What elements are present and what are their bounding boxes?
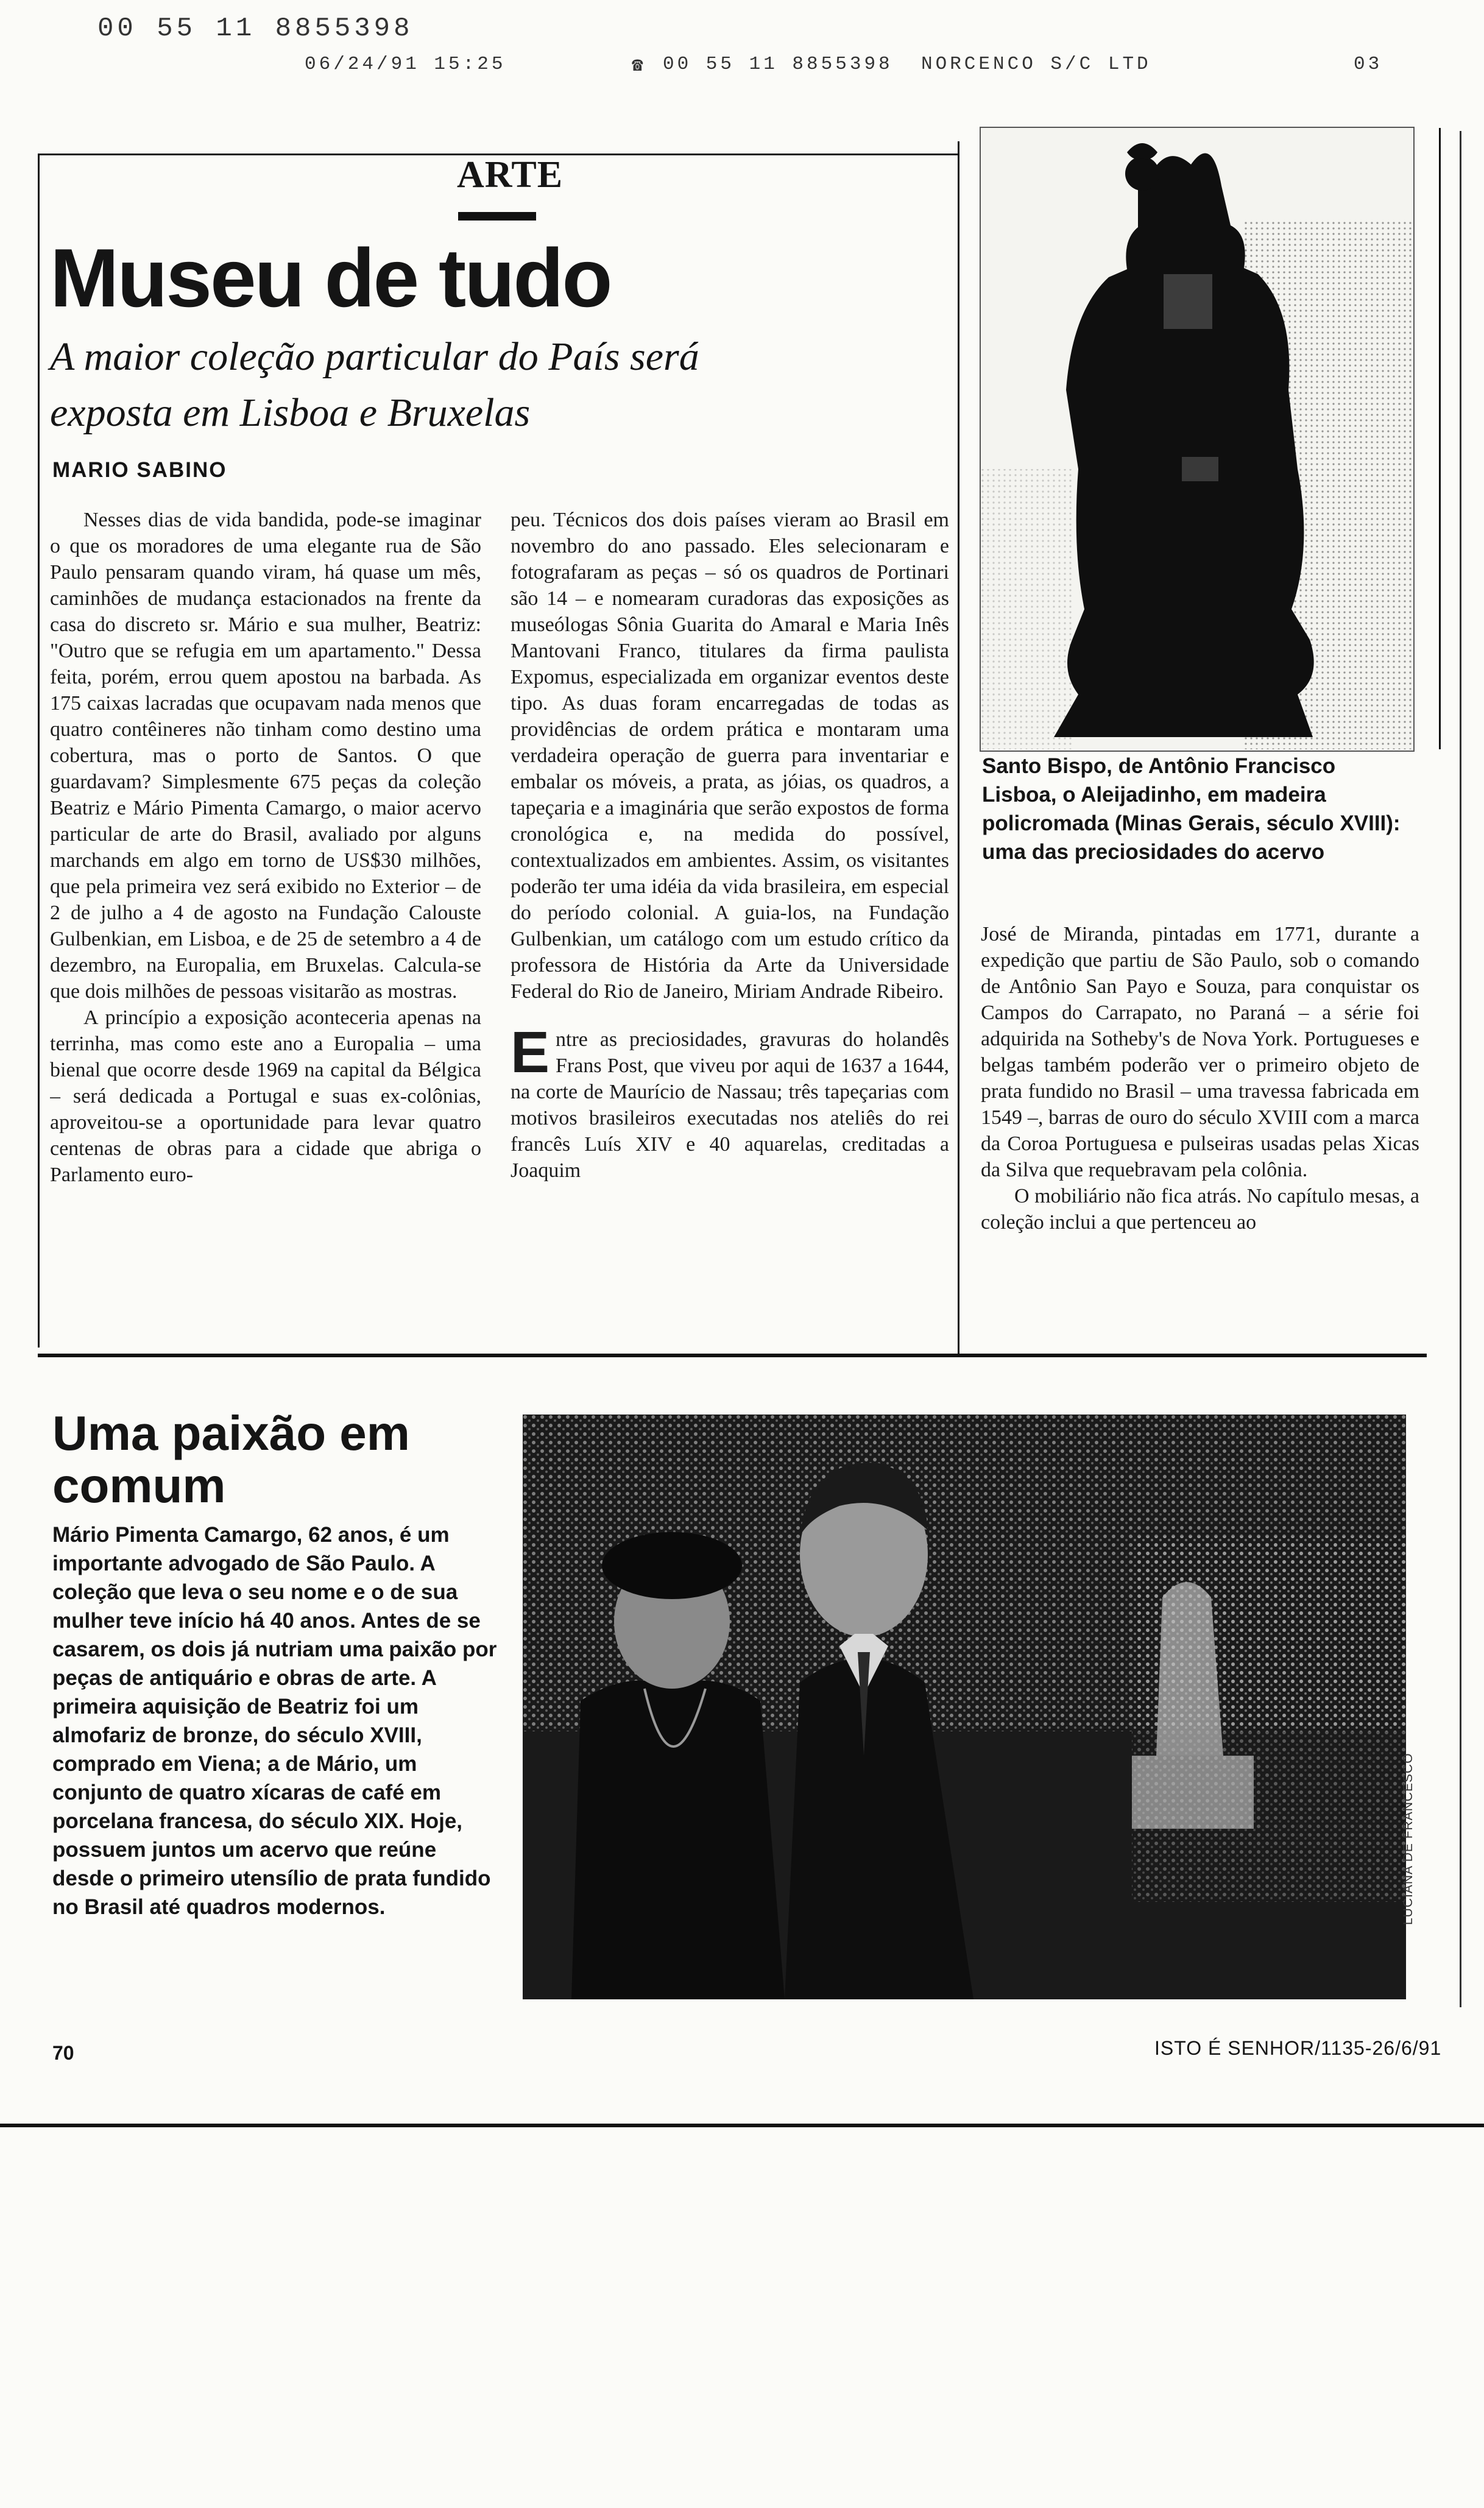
paragraph-with-dropcap: [511, 1020, 949, 1184]
paragraph-text: ntre as preciosidades, gravuras do holandês Frans Post, que viveu por aqui de 1637 a 1644, na corte de Maurício de Nassau; três tapeçarias com motivos brasileiros executadas nos ateliês do rei francês Luís XIV e 40 aquarelas, creditadas a Joaquim: [511, 1028, 949, 1182]
section-rule: [38, 1354, 1427, 1357]
fax-sender-name: NORCENCO S/C LTD: [921, 54, 1151, 75]
left-rule: [38, 154, 40, 1348]
section-label: ARTE: [457, 154, 564, 196]
paragraph: A princípio a exposição aconteceria apenas na terrinha, mas como este ano a Europalia – uma bienal que ocorre desde 1969 na capital da Bélgica – será dedicada a Portugal e suas ex-colônias, aproveitou-se a oportunidade para levar quatro centenas de obras para a cidade que abriga o Parlamento euro-: [50, 1006, 481, 1186]
fax-top-number: 00 55 11 8855398: [97, 13, 414, 44]
couple-illustration: [523, 1415, 1406, 1999]
fax-datetime: 06/24/91 15:25: [305, 54, 506, 75]
statue-illustration: [981, 128, 1413, 751]
article-column-1: [50, 507, 481, 1348]
statue-photo: [980, 127, 1415, 752]
paragraph: peu. Técnicos dos dois países vieram ao Brasil em novembro do ano passado. Eles selecionaram e fotografaram as peças – só os quadros de Portinari são 14 – e nomearam curadoras das exposições as museólogas Sônia Guarita do Amaral e Maria Inês Mantovani Franco, titulares da firma paulista Expomus, especializada em organizar eventos deste tipo. As duas foram encarregadas de todas as providências de ordem prática e montaram uma verdadeira operação de guerra para inventariar e embalar os móveis, a prata, as jóias, os quadros, a tapeçaria e a imaginária que serão expostos de forma cronológica e, na medida do possível, contextualizados em ambientes. Assim, os visitantes poderão ter uma idéia da vida brasileira, em especial do período colonial. A guia-los, na Fundação Gulbenkian, um catálogo com um estudo crítico da professora de História da Arte da Universidade Federal do Rio de Janeiro, Miriam Andrade Ribeiro.: [511, 509, 949, 1003]
deck: A maior coleção particular do País será exposta em Lisboa e Bruxelas: [50, 334, 699, 435]
fax-sender-number: 00 55 11 8855398: [663, 54, 893, 75]
fax-cut-rule: [0, 2124, 1484, 2127]
paragraph: Nesses dias de vida bandida, pode-se imaginar o que os moradores de uma elegante rua de São Paulo pensaram quando viram, há quase um mês, caminhões de mudança estacionados na frente da casa do discreto sr. Mário e sua mulher, Beatriz: "Outro que se refugia em um apartamento." Dessa feita, porém, errou quem apostou na barbada. As 175 caixas lacradas que ocupavam nada menos que quatro contêineres não tinham como destino uma cobertura, mas o porto de Santos. O que guardavam? Simplesmente 675 peças da coleção Beatriz e Mário Pimenta Camargo, o maior acervo particular de arte do Brasil, avaliado por alguns marchands em algo em torno de US$30 milhões, que pela primeira vez será exibido no Exterior – de 2 de julho a 4 de agosto na Fundação Calouste Gulbenkian, em Lisboa, e de 25 de setembro a 4 de dezembro, na Europalia, em Bruxelas. Calcula-se que dois milhões de pessoas visitarão as mostras.: [50, 509, 481, 1003]
article-column-2: [511, 507, 949, 1348]
photo-credit: LUCIANA DE FRANCESCO: [1401, 1753, 1415, 1925]
section-bar: [458, 212, 536, 221]
photo-caption: Santo Bispo, de Antônio Francisco Lisboa, o Aleijadinho, em madeira policromada (Minas Gerais, século XVIII): uma das preciosidades do acervo: [982, 754, 1401, 864]
fax-page: 03: [1354, 54, 1383, 75]
page-number: 70: [52, 2042, 74, 2064]
sidebar-title: Uma paixão em comum: [52, 1406, 410, 1513]
column-divider: [958, 141, 959, 1354]
page-edge: [1460, 131, 1461, 2007]
telephone-icon: ☎: [632, 55, 646, 77]
right-rule: [1439, 128, 1441, 749]
byline: MARIO SABINO: [52, 458, 227, 482]
drop-cap: E: [511, 1020, 550, 1085]
paragraph: José de Miranda, pintadas em 1771, durante a expedição que partiu de São Paulo, sob o comando de Antônio San Payo e Souza, para conquistar os Campos do Carrapato, no Paraná – a série foi adquirida na Sotheby's de Nova York. Portugueses e belgas também poderão ver o primeiro objeto de prata fundido no Brasil – uma travessa fabricada em 1549 –, barras de ouro do século XVIII com a marca da Coroa Portuguesa e pulseiras usadas pelas Xicas da Silva que requebravam pela colônia.: [981, 923, 1419, 1181]
couple-photo: [523, 1415, 1406, 1999]
headline: Museu de tudo: [50, 231, 611, 324]
folio: ISTO É SENHOR/1135-26/6/91: [1154, 2037, 1442, 2059]
paragraph: O mobiliário não fica atrás. No capítulo mesas, a coleção inclui a que pertenceu ao: [981, 1185, 1419, 1234]
article-column-3: [981, 921, 1419, 1348]
sidebar-body: Mário Pimenta Camargo, 62 anos, é um importante advogado de São Paulo. A coleção que leva o seu nome e o de sua mulher teve início há 40 anos. Antes de se casarem, os dois já nutriam uma paixão por peças de antiquário e obras de arte. A primeira aquisição de Beatriz foi um almofariz de bronze, do século XVIII, comprado em Viena; a de Mário, um conjunto de quatro xícaras de café em porcelana francesa, do século XIX. Hoje, possuem juntos um acervo que reúne desde o primeiro utensílio de prata fundido no Brasil até quadros modernos.: [52, 1523, 497, 1919]
